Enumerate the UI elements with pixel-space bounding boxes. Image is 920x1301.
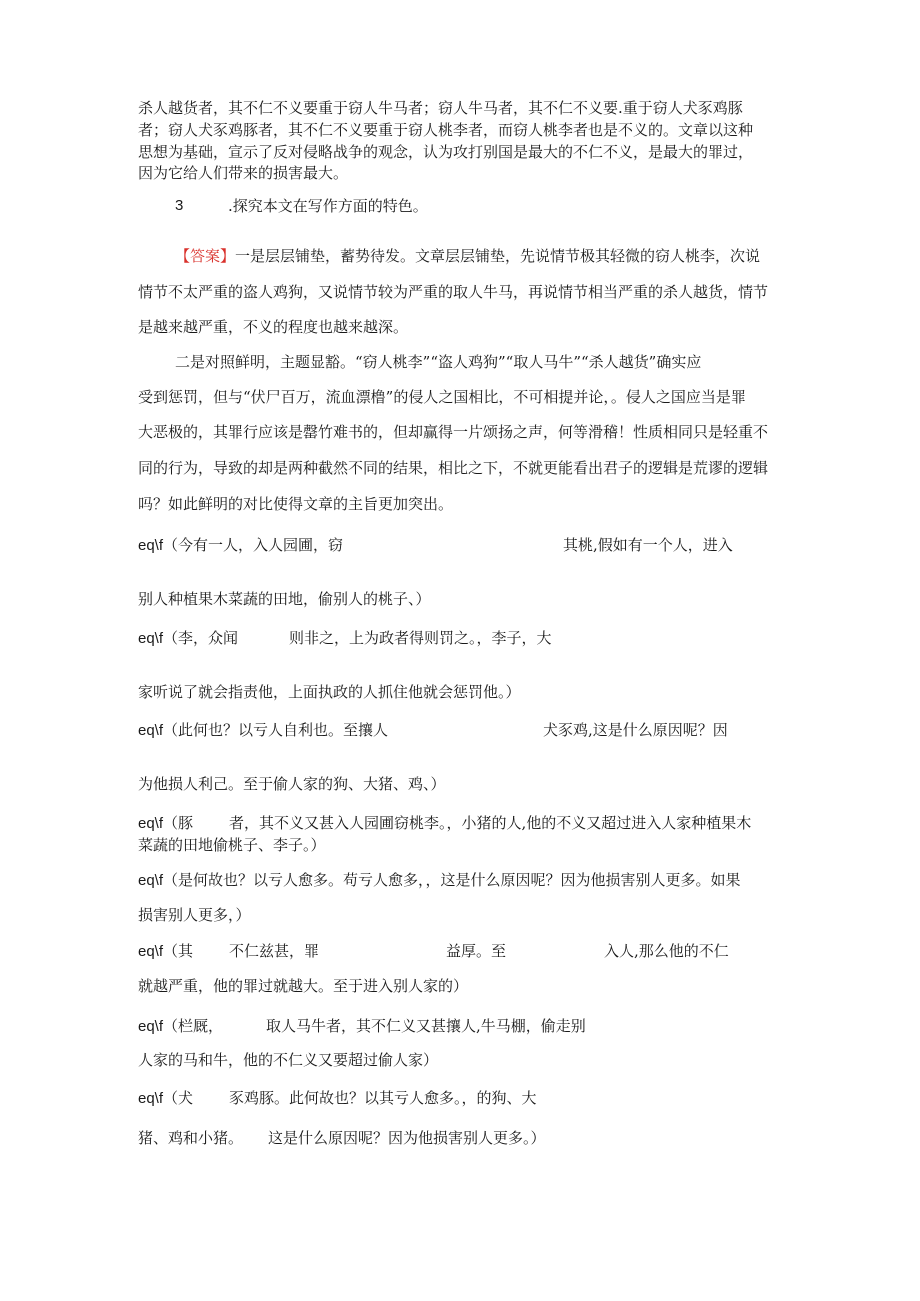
eq-line-3 [138,720,388,741]
eq-gloss: 豕鸡豚。此何故也？以其亏人愈多。，的狗、大 [229,1089,537,1107]
eq-gloss: 则非之，上为政者得则罚之。，李子，大 [289,629,552,647]
eq-translation: 家听说了就会指责他，上面执政的人抓住他就会惩罚他。） [138,683,521,701]
intro-line-3: 思想为基础，宣示了反对侵略战争的观念，认为攻打别国是最大的不仁不义，是最大的罪过， [138,143,754,161]
eq-translation: 就越严重，他的罪过就越大。至于进入别人家的） [138,977,469,995]
eq-translation: 人家的马和牛，他的不仁义又要超过偷人家） [138,1051,439,1069]
question-number: 3 [175,197,184,214]
eq-gloss: 入人,那么他的不仁 [604,942,729,960]
eq-line-4 [138,813,193,834]
intro-line-4: 因为它给人们带来的损害最大。 [138,164,349,182]
eq-text: （栏厩， [163,1017,224,1035]
answer-p2-line-3: 大恶极的，其罪行应该是罄竹难书的，但却赢得一片颂扬之声，何等滑稽！性质相同只是轻重不 [138,423,769,441]
eq-prefix: eq\f [138,630,164,647]
eq-text: （是何故也？以亏人愈多。苟亏人愈多，，这是什么原因呢？因为他损害别人更多。如果 [163,871,741,889]
eq-prefix: eq\f [138,537,164,554]
eq-prefix: eq\f [138,1018,164,1035]
eq-translation: 为他损人利己。至于偷人家的狗、大猪、鸡、） [138,775,446,793]
intro-line-2: 者；窃人犬豕鸡豚者，其不仁不义要重于窃人桃李者，而窃人桃李者也是不义的。文章以这种 [138,121,754,139]
eq-gloss: 取人马牛者，其不仁义又甚攘人,牛马棚，偷走别 [266,1017,586,1035]
answer-p2-line-4: 同的行为，导致的却是两种截然不同的结果，相比之下，不就更能看出君子的逻辑是荒谬的逻辑 [138,459,769,477]
eq-text: （此何也？以亏人自利也。至攘人 [163,721,389,739]
eq-line-5 [138,870,741,891]
eq-gloss: 其桃,假如有一个人，进入 [563,536,733,554]
eq-line-1 [138,535,343,556]
eq-prefix: eq\f [138,1090,164,1107]
question-text: .探究本文在写作方面的特色。 [228,197,428,215]
eq-translation: 别人种植果木菜蔬的田地，偷别人的桃子、） [138,590,431,608]
eq-translation: 菜蔬的田地偷桃子、李子。） [138,836,326,854]
answer-p2-line-2: 受到惩罚，但与“伏尸百万，流血漂橹”的侵人之国相比，不可相提并论，。侵人之国应当是罪 [138,388,746,406]
answer-line-1-text: 一是层层铺垫，蓄势待发。文章层层铺垫，先说情节极其轻微的窃人桃李，次说 [235,247,761,265]
answer-p2-line-5: 吗？如此鲜明的对比使得文章的主旨更加突出。 [138,495,454,513]
answer-line-2: 情节不太严重的盗人鸡狗，又说情节较为严重的取人牛马，再说情节相当严重的杀人越货，情节 [138,283,769,301]
eq-translation: 猪、鸡和小猪。 [138,1129,244,1147]
eq-text: （犬 [163,1089,194,1107]
eq-text: （今有一人，入人园圃，窃 [163,536,344,554]
answer-tag: 【答案】 [175,247,236,265]
eq-prefix: eq\f [138,943,164,960]
eq-gloss: 益厚。至 [446,942,507,960]
eq-text: （豚 [163,814,194,832]
intro-line-1: 杀人越货者，其不仁不义要重于窃人牛马者；窃人牛马者，其不仁不义要.重于窃人犬豕鸡豚 [138,99,743,117]
eq-gloss: 者，其不义又甚入人园圃窃桃李。，小猪的人,他的不义又超过进入人家种植果木 [229,814,752,832]
eq-line-8 [138,1088,193,1109]
answer-line-1 [175,246,760,266]
eq-translation: 损害别人更多，） [138,906,251,924]
eq-line-6 [138,941,193,962]
eq-line-7 [138,1016,223,1037]
eq-translation-cont: 这是什么原因呢？因为他损害别人更多。） [268,1129,546,1147]
eq-gloss: 犬豕鸡,这是什么原因呢？因 [543,721,728,739]
answer-p2-line-1: 二是对照鲜明，主题显豁。“窃人桃李”“盗人鸡狗”“取人马牛”“杀人越货”确实应 [175,353,702,371]
eq-text: （其 [163,942,194,960]
eq-prefix: eq\f [138,722,164,739]
eq-gloss: 不仁兹甚，罪 [229,942,320,960]
eq-text: （李，众闻 [163,629,239,647]
answer-line-3: 是越来越严重，不义的程度也越来越深。 [138,318,409,336]
eq-line-2 [138,628,238,649]
eq-prefix: eq\f [138,815,164,832]
eq-prefix: eq\f [138,872,164,889]
